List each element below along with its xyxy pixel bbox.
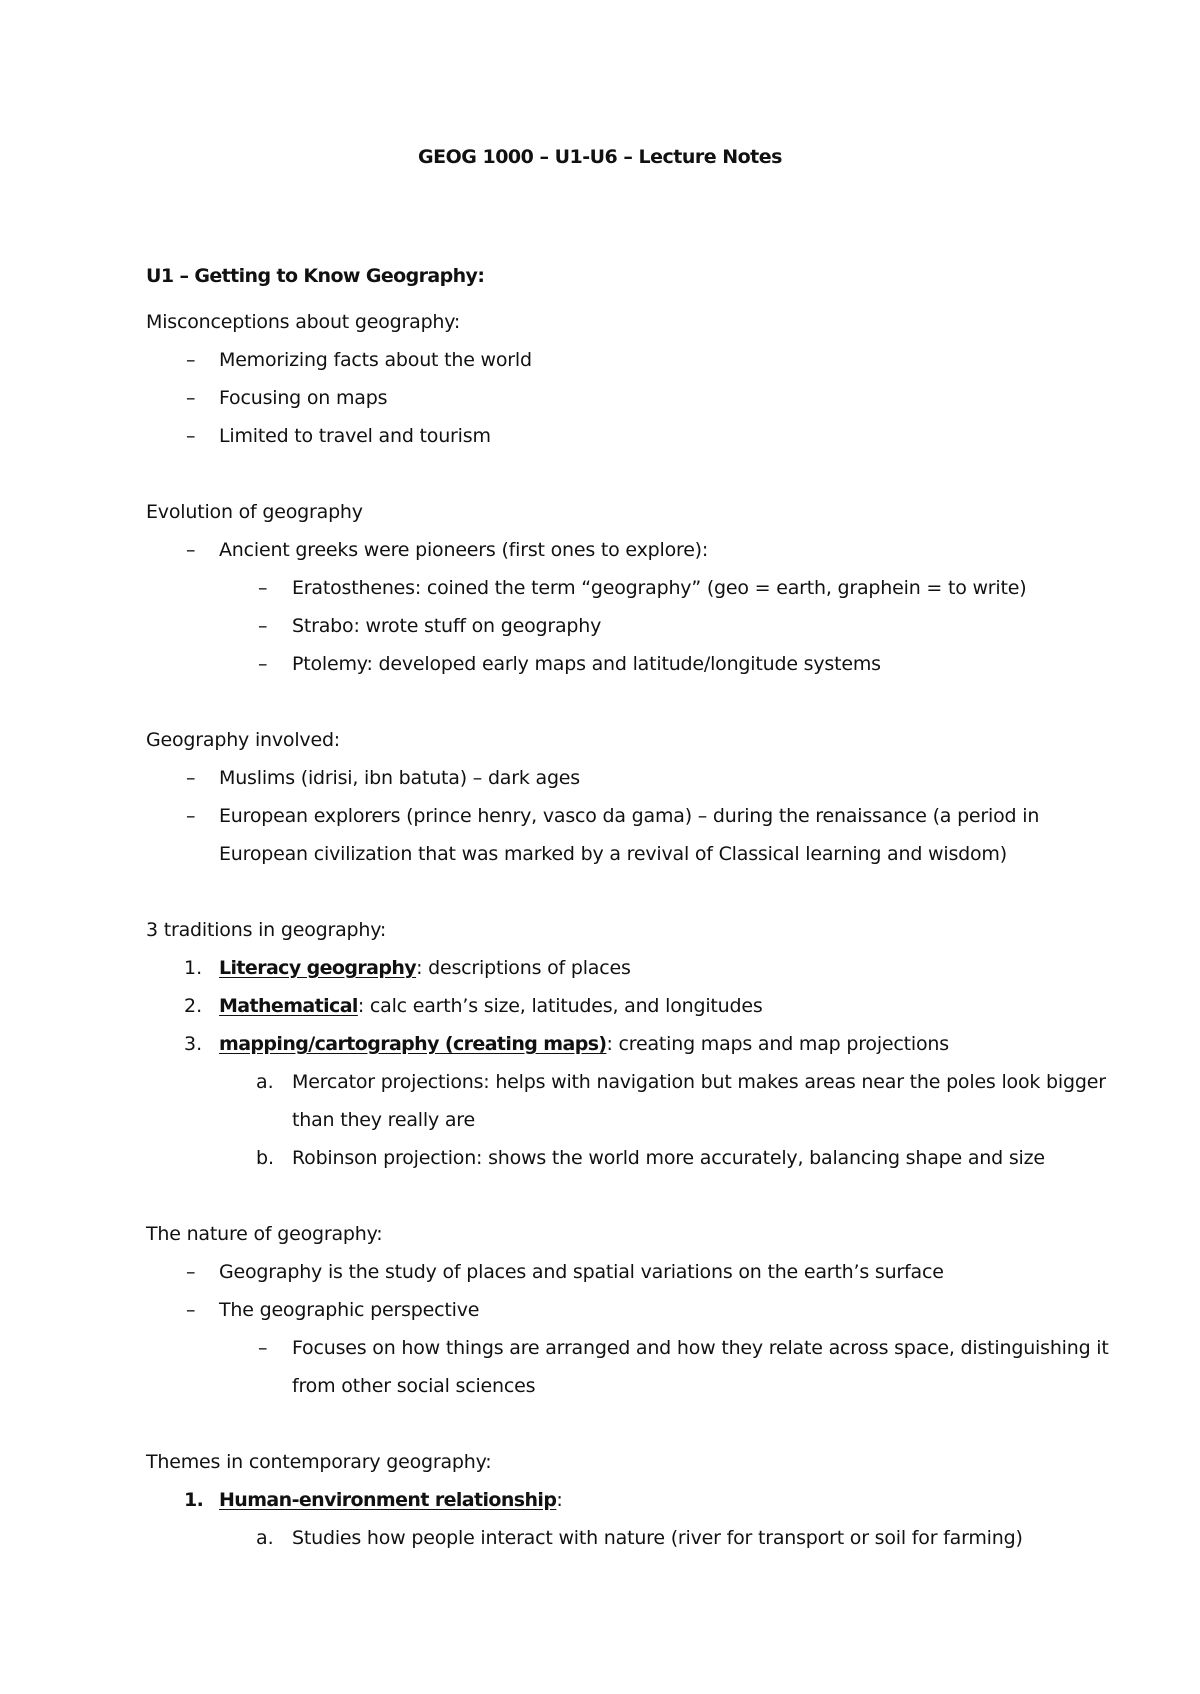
involved-label: Geography involved:: [146, 729, 341, 751]
term-description: : creating maps and map projections: [606, 1033, 949, 1055]
list-number: 1.: [184, 1489, 204, 1511]
bold-term: Literacy geography: [219, 957, 417, 979]
traditions-label: 3 traditions in geography:: [146, 919, 387, 941]
dash-bullet: –: [258, 577, 268, 599]
list-subitem: Ptolemy: developed early maps and latitude/longitude systems: [292, 653, 881, 675]
list-item: The geographic perspective: [219, 1299, 480, 1321]
term-description: : calc earth’s size, latitudes, and longitudes: [357, 995, 763, 1017]
term-description: :: [556, 1489, 563, 1511]
bold-term: Mathematical: [219, 995, 358, 1017]
list-item: [219, 956, 631, 980]
list-item: Geography is the study of places and spatial variations on the earth’s surface: [219, 1261, 944, 1283]
dash-bullet: –: [186, 1299, 196, 1321]
dash-bullet: –: [258, 653, 268, 675]
list-subitem: Strabo: wrote stuff on geography: [292, 615, 602, 637]
bold-term: mapping/cartography (creating maps): [219, 1033, 607, 1055]
list-item: Memorizing facts about the world: [219, 349, 532, 371]
list-number: 1.: [184, 957, 203, 979]
list-item: [219, 1032, 949, 1056]
list-item: Ancient greeks were pioneers (first ones to explore):: [219, 539, 709, 561]
section-heading-u1: U1 – Getting to Know Geography:: [146, 265, 485, 287]
dash-bullet: –: [186, 387, 196, 409]
list-subitem: Eratosthenes: coined the term “geography” (geo = earth, graphein = to write): [292, 577, 1027, 599]
dash-bullet: –: [186, 425, 196, 447]
list-item: European explorers (prince henry, vasco da gama) – during the renaissance (a period in: [219, 805, 1040, 827]
list-subitem: Mercator projections: helps with navigation but makes areas near the poles look bigger: [292, 1071, 1106, 1093]
dash-bullet: –: [258, 1337, 268, 1359]
list-number: 2.: [184, 995, 203, 1017]
list-item: [219, 994, 763, 1018]
themes-label: Themes in contemporary geography:: [146, 1451, 492, 1473]
list-number: 3.: [184, 1033, 203, 1055]
list-subitem: Robinson projection: shows the world more accurately, balancing shape and size: [292, 1147, 1045, 1169]
list-item: [219, 1488, 563, 1512]
dash-bullet: –: [258, 615, 268, 637]
list-subitem: Studies how people interact with nature (river for transport or soil for farming): [292, 1527, 1023, 1549]
list-letter: a.: [256, 1071, 274, 1093]
misconceptions-label: Misconceptions about geography:: [146, 311, 461, 333]
list-letter: b.: [256, 1147, 275, 1169]
list-letter: a.: [256, 1527, 274, 1549]
list-subitem: Focuses on how things are arranged and how they relate across space, distinguishing it: [292, 1337, 1109, 1359]
nature-label: The nature of geography:: [146, 1223, 383, 1245]
dash-bullet: –: [186, 539, 196, 561]
evolution-label: Evolution of geography: [146, 501, 363, 523]
document-title: GEOG 1000 – U1-U6 – Lecture Notes: [418, 146, 782, 168]
list-item: Focusing on maps: [219, 387, 388, 409]
dash-bullet: –: [186, 805, 196, 827]
list-item-continued: European civilization that was marked by a revival of Classical learning and wisdom): [219, 843, 1007, 865]
term-description: : descriptions of places: [416, 957, 631, 979]
list-subitem-continued: from other social sciences: [292, 1375, 536, 1397]
dash-bullet: –: [186, 349, 196, 371]
dash-bullet: –: [186, 1261, 196, 1283]
list-subitem-continued: than they really are: [292, 1109, 475, 1131]
list-item: Limited to travel and tourism: [219, 425, 491, 447]
dash-bullet: –: [186, 767, 196, 789]
list-item: Muslims (idrisi, ibn batuta) – dark ages: [219, 767, 580, 789]
bold-term: Human-environment relationship: [219, 1489, 557, 1511]
